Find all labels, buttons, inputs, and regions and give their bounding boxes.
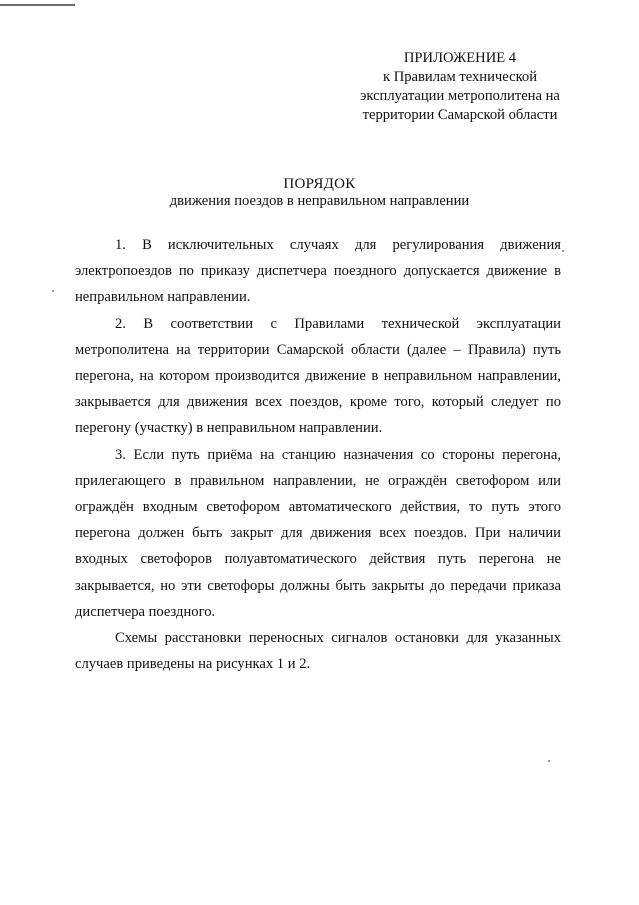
- paragraph-1: 1. В исключительных случаях для регулирования движения электропоездов по приказу диспетчера поездного допускается движение в неправильном направлении.: [75, 237, 561, 306]
- paragraph-3: 3. Если путь приёма на станцию назначения со стороны перегона, прилегающего в правильном направлении, не ограждён светофором или ограждён входным светофором автоматического действия, то путь этого перегона должен быть закрыт для движения всех поездов. При наличии входных светофоров полуавтоматического действия путь перегона не закрывается, но эти светофоры должны быть закрыты до передачи приказа диспетчера поездного.: [75, 446, 561, 620]
- scan-speck: [562, 250, 564, 252]
- paragraph-4: Схемы расстановки переносных сигналов остановки для указанных случаев приведены на рисунках 1 и 2.: [75, 630, 561, 673]
- paragraph-2: 2. В соответствии с Правилами технической эксплуатации метрополитена на территории Самарской области (далее – Правила) путь перегона, на котором производится движение в неправильном направлении, закрывается для движения всех поездов, кроме того, который следует по перегону (участку) в неправильном направлении.: [75, 315, 561, 437]
- scan-speck: [548, 760, 550, 762]
- appendix-ref-line-1: к Правилам технической: [382, 69, 538, 85]
- appendix-ref-line-3: территории Самарской области: [362, 107, 558, 123]
- document-body: [75, 232, 561, 677]
- appendix-ref-line-2: эксплуатации метрополитена на: [360, 88, 560, 104]
- document-subtitle: движения поездов в неправильном направлении: [169, 193, 470, 209]
- appendix-label: ПРИЛОЖЕНИЕ 4: [403, 50, 517, 66]
- document-title: ПОРЯДОК: [283, 176, 356, 192]
- scan-speck: [52, 290, 54, 292]
- scan-edge-line: [0, 4, 75, 6]
- appendix-header: [330, 49, 590, 125]
